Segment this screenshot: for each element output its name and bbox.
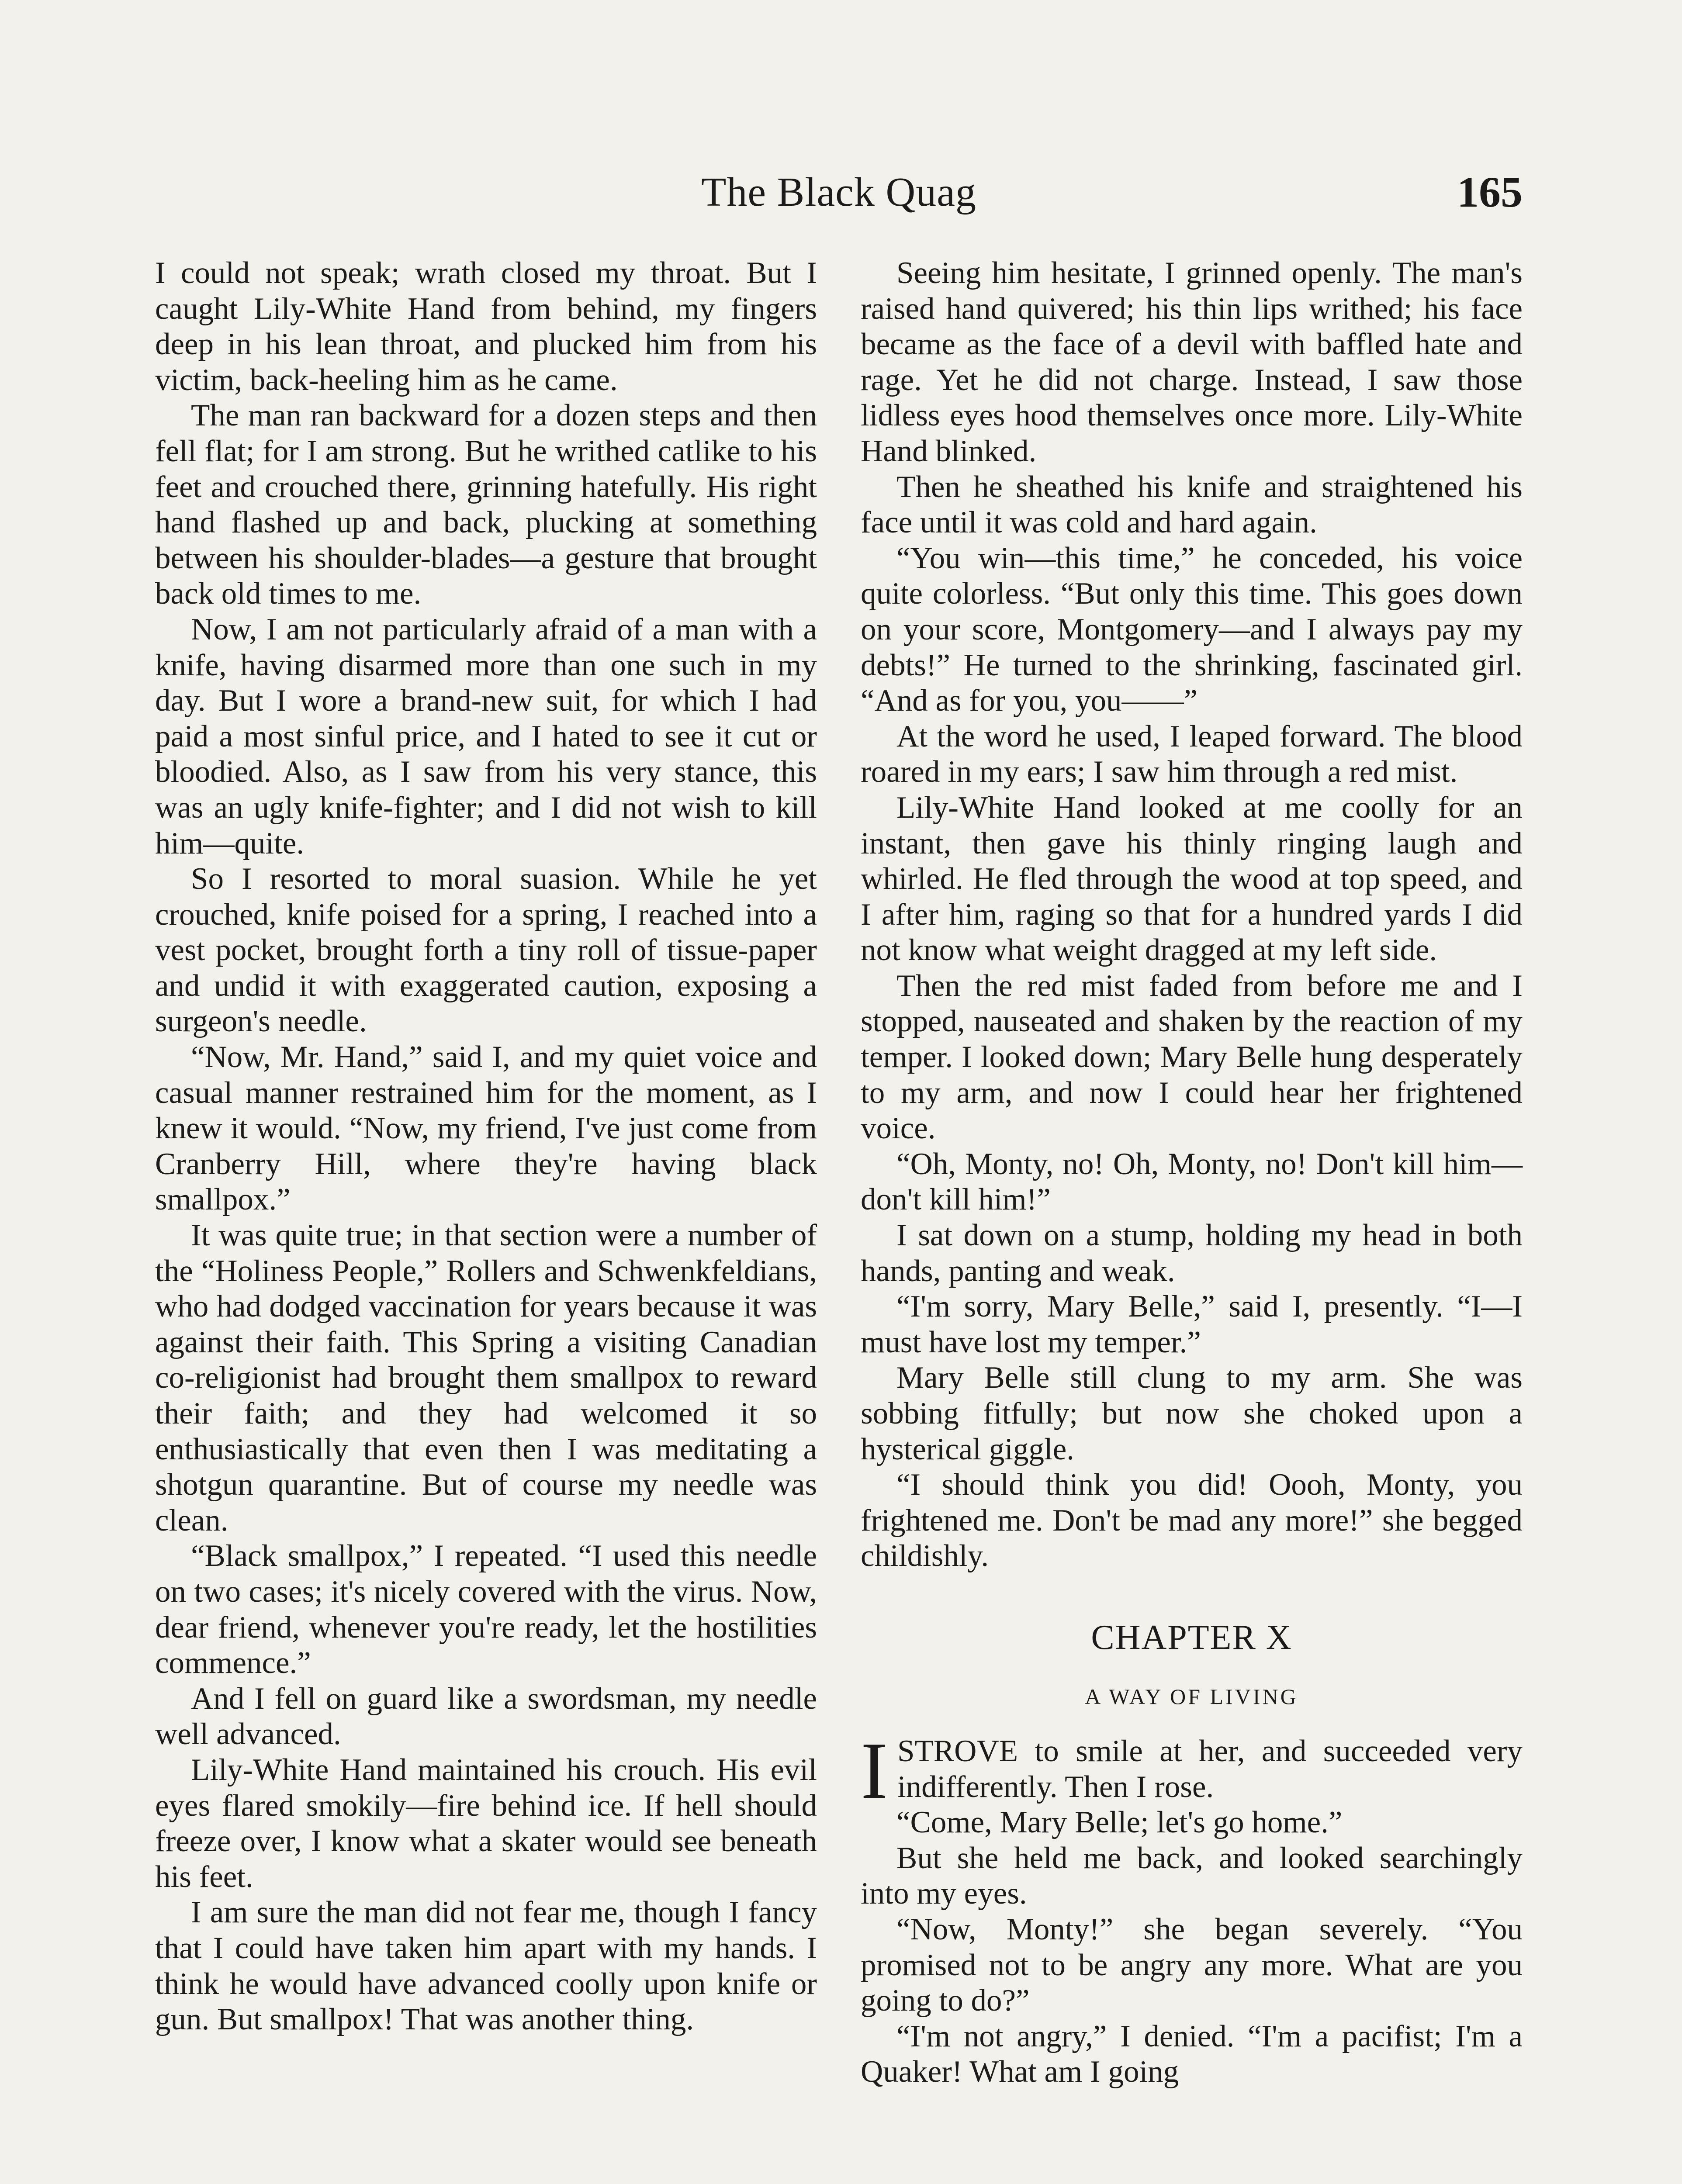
paragraph: “I should think you did! Oooh, Monty, you frightened me. Don't be mad any more!” she begged childishly. xyxy=(861,1468,1523,1573)
paragraph: It was quite true; in that section were a number of the “Holiness People,” Rollers and Schwenkfeldians, who had dodged vaccination for years because it was against their faith. This Spring a visiting Canadian co-religionist had brought them smallpox to reward their faith; and they had welcomed it so enthusiastically that even then I was meditating a shotgun quarantine. But of course my needle was clean. xyxy=(155,1218,817,1538)
running-title: The Black Quag xyxy=(701,169,976,215)
paragraph: “I'm sorry, Mary Belle,” said I, presently. “I—I must have lost my temper.” xyxy=(861,1289,1523,1359)
paragraph: Lily-White Hand maintained his crouch. His evil eyes flared smokily—fire behind ice. If hell should freeze over, I know what a skater would see beneath his feet. xyxy=(155,1752,817,1894)
paragraph: Then he sheathed his knife and straightened his face until it was cold and hard again. xyxy=(861,470,1523,540)
paragraph: Seeing him hesitate, I grinned openly. The man's raised hand quivered; his thin lips writhed; his face became as the face of a devil with baffled hate and rage. Yet he did not charge. Instead, I saw those lidless eyes hood themselves once more. Lily-White Hand blinked. xyxy=(861,256,1523,468)
paragraph: “I'm not angry,” I denied. “I'm a pacifist; I'm a Quaker! What am I going xyxy=(861,2019,1523,2089)
paragraph: Mary Belle still clung to my arm. She was sobbing fitfully; but now she choked upon a hysterical giggle. xyxy=(861,1361,1523,1466)
page-number: 165 xyxy=(1457,168,1523,216)
paragraph: So I resorted to moral suasion. While he yet crouched, knife poised for a spring, I reached into a vest pocket, brought forth a tiny roll of tissue-paper and undid it with exaggerated caution, exposing a surgeon's needle. xyxy=(155,862,817,1039)
paragraph: Lily-White Hand looked at me coolly for an instant, then gave his thinly ringing laugh and whirled. He fled through the wood at top speed, and I after him, raging so that for a hundred yards I did not know what weight dragged at my left side. xyxy=(861,790,1523,968)
paragraph: And I fell on guard like a swordsman, my needle well advanced. xyxy=(155,1681,817,1752)
chapter-heading: CHAPTER X xyxy=(1091,1618,1292,1657)
paragraph: “Oh, Monty, no! Oh, Monty, no! Don't kill him—don't kill him!” xyxy=(861,1147,1523,1217)
right-column xyxy=(861,256,1523,2090)
chapter-opening-paragraph xyxy=(861,1725,1523,1816)
paragraph: Then the red mist faded from before me and I stopped, nauseated and shaken by the reaction of my temper. I looked down; Mary Belle hung desperately to my arm, and now I could hear her frightened voice. xyxy=(861,968,1523,1146)
paragraph: Now, I am not particularly afraid of a man with a knife, having disarmed more than one such in my day. But I wore a brand-new suit, for which I had paid a most sinful price, and I hated to see it cut or bloodied. Also, as I saw from his very stance, this was an ugly knife-fighter; and I did not wish to kill him—quite. xyxy=(155,612,817,860)
paragraph: At the word he used, I leaped forward. The blood roared in my ears; I saw him through a red mist. xyxy=(861,719,1523,789)
paragraph: “Come, Mary Belle; let's go home.” xyxy=(896,1805,1343,1840)
paragraph: “Now, Mr. Hand,” said I, and my quiet voice and casual manner restrained him for the moment, as I knew it would. “Now, my friend, I've just come from Cranberry Hill, where they're having black smallpox.” xyxy=(155,1040,817,1217)
page-header xyxy=(155,162,1523,232)
chapter-subtitle: A WAY OF LIVING xyxy=(1085,1684,1298,1709)
paragraph: The man ran backward for a dozen steps and then fell flat; for I am strong. But he writhed catlike to his feet and crouched there, grinning hatefully. His right hand flashed up and back, plucking at something between his shoulder-blades—a gesture that brought back old times to me. xyxy=(155,398,817,611)
paragraph: I sat down on a stump, holding my head in both hands, panting and weak. xyxy=(861,1218,1523,1288)
left-column xyxy=(155,256,817,2038)
paragraph: “Now, Monty!” she began severely. “You promised not to be angry any more. What are you going to do?” xyxy=(861,1912,1523,2018)
drop-cap: I xyxy=(861,1725,888,1816)
paragraph: “You win—this time,” he conceded, his voice quite colorless. “But only this time. This goes down on your score, Montgomery—and I always pay my debts!” He turned to the shrinking, fascinated girl. “And as for you, you——” xyxy=(861,541,1523,718)
paragraph: “Black smallpox,” I repeated. “I used this needle on two cases; it's nicely covered with the virus. Now, dear friend, whenever you're ready, let the hostilities commence.” xyxy=(155,1539,817,1680)
paragraph: I could not speak; wrath closed my throat. But I caught Lily-White Hand from behind, my fingers deep in his lean throat, and plucked him from his victim, back-heeling him as he came. xyxy=(155,256,817,397)
paragraph: But she held me back, and looked searchingly into my eyes. xyxy=(861,1841,1523,1911)
chapter-opening-text: STROVE to smile at her, and succeeded very indifferently. Then I rose. xyxy=(897,1734,1523,1804)
paragraph: I am sure the man did not fear me, though I fancy that I could have taken him apart with my hands. I think he would have advanced coolly upon knife or gun. But smallpox! That was another thing. xyxy=(155,1895,817,2037)
